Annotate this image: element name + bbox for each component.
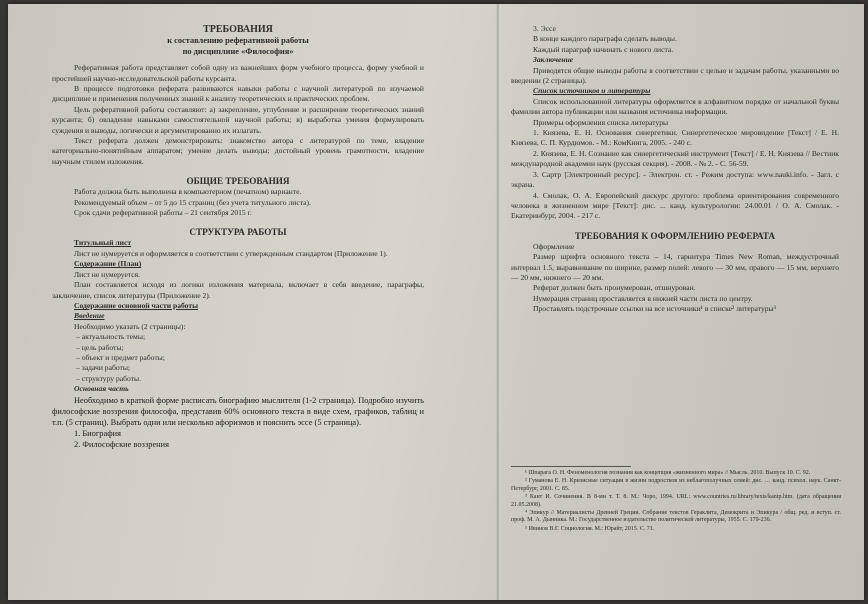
structure-heading: СТРУКТУРА РАБОТЫ <box>189 227 287 238</box>
contents-line: Лист не нумеруется. <box>74 269 141 279</box>
general-heading: ОБЩИЕ ТРЕБОВАНИЯ <box>186 176 290 187</box>
bibliography-entry: 1. Князева, Е. Н. Основания синергетики. Синергетическое мировидение [Текст] / Е. Н. Князева, С. П. Курдюмов. - М.: КомКнига, 2005. - 240 с. <box>511 128 839 148</box>
introduction-list <box>52 332 424 384</box>
intro-paragraph: Цель реферативной работы составляют: а) закрепление, углубление и расширение теоретических знаний курсанта; б) овладение навыками самостоятельной научной работы; в) выработка умения формулировать суждения и выводы, логически и аргументированно их излагать. <box>52 104 424 135</box>
bibliography-entry: 2. Князева, Е. Н. Сознание как синергетический инструмент [Текст] / Е. Н. Князева // Вестник международной академии наук (русская секция). - 2008. - № 2. - С. 56-59. <box>511 148 839 169</box>
bibliography-entry: 3. Сартр [Электронный ресурс]. - Электрон. ст. - Режим доступа: www.nauki.info. - Загл. с экрана. <box>511 169 839 190</box>
contents-label: Содержание (План) <box>74 259 142 269</box>
bibliography-entry: 4. Смолак, О. А. Европейский дискурс другого: проблема ориентирования современного человека в жизненном мире [Текст]: дис. ... канд. культурологии: 24.00.01 / О. А. Смолак. - Екатеринбург, 2004. - 217 с. <box>511 190 839 221</box>
document-photo <box>8 4 864 600</box>
format-text: Размер шрифта основного текста – 14, гарнитура Times New Roman, междустрочный интервал 1.5, выравнивание по ширине, размер полей: левого — 30 мм, правого — 15 мм, верхнего — 20 мм, нижнего — 20 мм. <box>511 252 839 282</box>
document-subtitle: к составлению реферативной работы <box>167 36 309 45</box>
footnote: ⁵ Ивинов В.Г. Социология. М.: Юрайт, 2015. С. 71. <box>525 525 655 532</box>
intro-paragraph: Текст реферата должен демонстрировать: знакомство автора с литературой по теме, владение категориально-понятийным аппаратом; умение делать выводы; достойный уровень грамотности, владение научным стилем изложения. <box>52 136 424 166</box>
contents-line: План составляется исходя из логики изложения материала, включает в себя введение, параграфы, заключение, список литературы (Приложение 2). <box>52 280 424 300</box>
left-column <box>52 24 424 450</box>
format-line: Проставлять подстрочные ссылки на все источники¹ в списке² литературы³ <box>533 304 776 314</box>
sources-text: Список использованной литературы оформляется в алфавитном порядке от начальной буквы фамилии автора публикации или названия источника информации. <box>511 96 839 117</box>
format-line: Реферат должен быть пронумерован, отшнурован. <box>533 283 696 293</box>
conclusion-text: Приводятся общие выводы работы в соответствии с целью и задачам работы, указанными во введении (2 страницы). <box>511 65 839 86</box>
new-page-line: Каждый параграф начинать с нового листа. <box>533 44 674 54</box>
footnote: ¹ Шпарага О. Н. Феноменология познания как концепция «жизненного мира» // Мысль. 2010. Выпуск 10. С. 92. <box>525 470 811 476</box>
general-line: Срок сдачи реферативной работы – 21 сентября 2015 г. <box>74 208 252 218</box>
title-page-label: Титульный лист <box>74 238 132 248</box>
general-line: Работа должна быть выполнена в компьютерном (печатном) варианте. <box>74 187 302 197</box>
title-page-text: Лист не нумеруется и оформляется в соответствии с утвержденным стандартом (Приложение 1). <box>74 248 388 258</box>
list-item: – цель работы; <box>76 343 424 353</box>
document-title: ТРЕБОВАНИЯ <box>203 24 273 35</box>
right-column <box>511 24 839 315</box>
examples-label: Примеры оформления списка литературы <box>533 117 669 127</box>
main-part-label: Основная часть <box>74 384 129 394</box>
main-part-text: Необходимо в краткой форме расписать биографию мыслителя (1-2 страница). Подробно изучить философские воззрения философа, представив 60% основного текста в виде схем, графиков, таблиц и т.п. (5 страниц). Выбрать одни или несколько афоризмов и пояснить эссе (5 страница). <box>52 395 424 427</box>
intro-paragraph: В процессе подготовки реферата развиваются навыки работы с научной литературой по изучаемой дисциплине и применения полученных знаний к анализу теоретических и практических проблем. <box>52 84 424 104</box>
footnotes <box>511 466 841 534</box>
footnote: ⁴ Эпикур // Материалисты Древней Греции. Собрание текстов Гераклита, Демокрита и Эпикура / общ. ред. и вступ. ст. проф. М. А. Дынника. М.: Государственное издательство политической литературы, 1955. С. 179-236. <box>511 510 841 524</box>
list-item: – задачи работы; <box>76 363 424 373</box>
conclusions-line: В конце каждого параграфа сделать выводы. <box>533 34 677 44</box>
list-item: – объект и предмет работы; <box>76 353 424 363</box>
intro-paragraph: Реферативная работа представляет собой одну из важнейших форм учебного процесса, форму учебной и простейшей научно-исследовательской работы курсанта. <box>52 63 424 83</box>
discipline-line: по дисциплине «Философия» <box>182 46 294 56</box>
format-heading: ТРЕБОВАНИЯ К ОФОРМЛЕНИЮ РЕФЕРАТА <box>574 230 776 241</box>
format-subheading: Оформление <box>533 241 575 251</box>
footnote: ³ Кант И. Сочинения. В 8-ми т. Т. 8. М.: Чоро, 1994. URL: www.countries.ru/library/texts/kantp.htm. (дата обращения 21.05.2008). <box>511 494 841 508</box>
conclusion-label: Заключение <box>533 55 574 65</box>
list-item: – актуальность темы; <box>76 332 424 342</box>
main-content-label: Содержание основной части работы <box>74 300 199 310</box>
page-fold <box>496 4 502 600</box>
sources-label: Список источников и литературы <box>533 86 651 96</box>
introduction-label: Введение <box>74 311 105 321</box>
list-item: – структуру работы. <box>76 374 424 384</box>
format-line: Нумерация страниц проставляется в нижней части листа по центру. <box>533 293 753 303</box>
general-line: Рекомендуемый объем – от 5 до 15 страниц (без учета титульного листа). <box>74 197 311 207</box>
main-part-item: 2. Философские воззрения <box>74 439 169 449</box>
essay-item: 3. Эссе <box>533 24 556 33</box>
footnote: ² Гуманова Е. Н. Кризисные ситуации в жизни подростков из неблагополучных семей: дис. … канд. психол. наук. Санкт-Петербург, 2001. С. 85. <box>511 478 841 492</box>
introduction-lead: Необходимо указать (2 страницы): <box>74 321 186 331</box>
main-part-item: 1. Биография <box>74 428 121 438</box>
footnote-rule <box>511 466 631 467</box>
